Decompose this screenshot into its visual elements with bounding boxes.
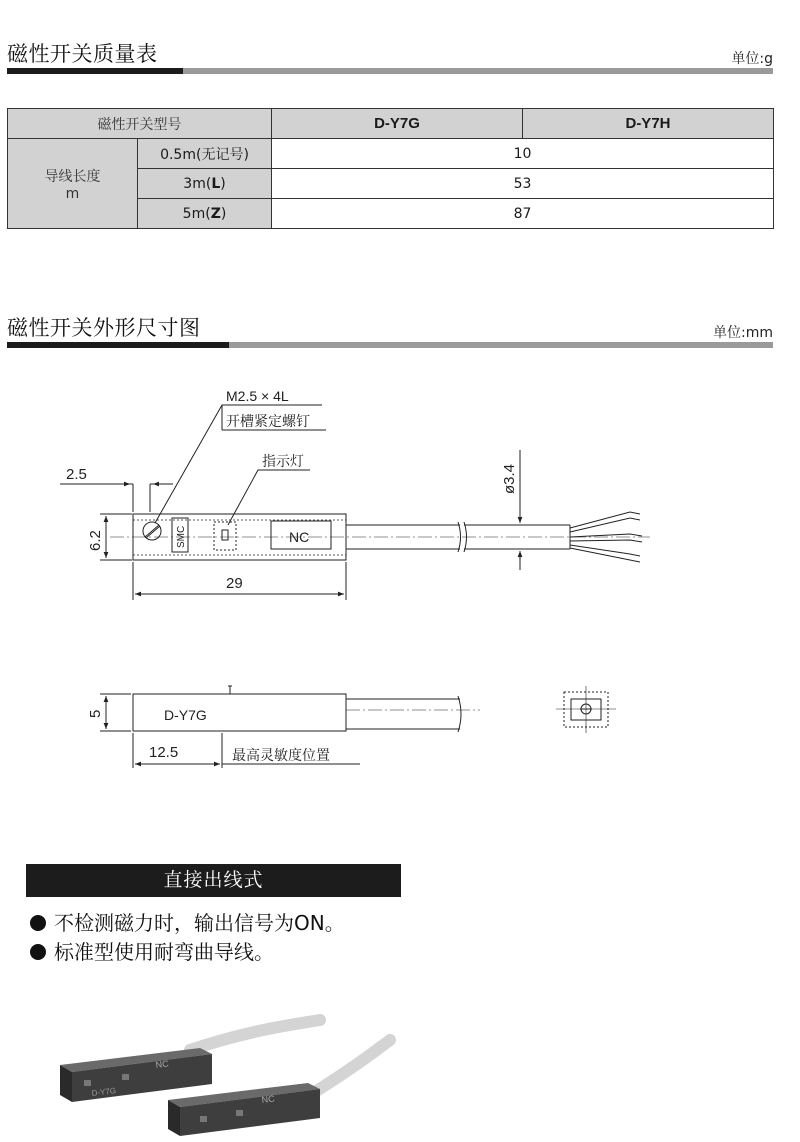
dim-29: 29: [226, 575, 243, 592]
header-rule-dark: [7, 342, 229, 348]
header-rule-dark: [7, 68, 183, 74]
length-cell: [138, 169, 272, 199]
feature-text: 标准型使用耐弯曲导线。: [54, 940, 274, 964]
wiring-type-banner: 直接出线式: [26, 864, 401, 897]
indicator-lamp-icon: [214, 522, 236, 550]
length-cell: [138, 199, 272, 229]
dimension-section-title: 磁性开关外形尺寸图: [7, 316, 201, 340]
mass-section-title: 磁性开关质量表: [7, 42, 158, 66]
mass-unit-label: 单位:g: [731, 51, 773, 67]
switch-b-icon: [168, 1083, 320, 1136]
screw-size-label: M2.5 × 4L: [226, 388, 289, 404]
switch-a-icon: [60, 1048, 212, 1102]
table-header-row: [8, 109, 774, 139]
dim-2-5: 2.5: [66, 466, 87, 483]
mass-value-cell: 87: [272, 199, 774, 229]
body-mark-nc: NC: [289, 529, 310, 545]
lead-length-unit: m: [65, 185, 80, 202]
model-header-cell: 磁性开关型号: [8, 109, 272, 139]
table-row: [8, 139, 774, 169]
bullet-icon: [30, 944, 46, 960]
dim-6-2: 6.2: [87, 530, 104, 551]
length-suffix: ): [220, 175, 226, 192]
sensing-position-label: 最高灵敏度位置: [232, 747, 330, 763]
photo-label-nc-a: NC: [155, 1058, 170, 1070]
dim-diameter: ø3.4: [501, 463, 518, 494]
header-rule-gray: [183, 68, 773, 74]
dimension-section-header: [7, 316, 773, 348]
body-mark-smc: SMC: [176, 525, 187, 548]
indicator-label: 指示灯: [262, 453, 304, 469]
mass-value-cell: 10: [272, 139, 774, 169]
length-prefix: 5m(: [182, 205, 211, 222]
model-d-y7g-header: D-Y7G: [272, 109, 523, 139]
length-code: Z: [210, 205, 221, 222]
header-rule-gray: [229, 342, 773, 348]
screw-description: 开槽紧定螺钉: [226, 413, 310, 429]
mass-section-header: [7, 42, 773, 74]
feature-item: [30, 907, 345, 936]
lead-length-label-cell: [8, 139, 138, 229]
length-cell: 0.5m(无记号): [138, 139, 272, 169]
top-view: [60, 405, 650, 600]
product-photo: [40, 1010, 420, 1140]
dim-12-5: 12.5: [149, 744, 179, 761]
mass-table: [7, 108, 774, 229]
side-model-label: D-Y7G: [164, 707, 207, 723]
bullet-icon: [30, 915, 46, 931]
dimension-drawing: [0, 360, 800, 780]
length-code: L: [211, 175, 221, 192]
photo-label-nc-b: NC: [261, 1093, 276, 1105]
dim-5: 5: [87, 709, 104, 718]
lead-length-label: 导线长度: [44, 168, 101, 185]
feature-text: 不检测磁力时，输出信号为ON。: [54, 911, 345, 935]
feature-item: [30, 936, 274, 965]
mass-value-cell: 53: [272, 169, 774, 199]
photo-label-a: D-Y7G: [91, 1086, 117, 1098]
length-prefix: 3m(: [183, 175, 212, 192]
dimension-unit-label: 单位:mm: [713, 325, 773, 341]
length-suffix: ): [220, 205, 227, 222]
model-d-y7h-header: D-Y7H: [523, 109, 774, 139]
